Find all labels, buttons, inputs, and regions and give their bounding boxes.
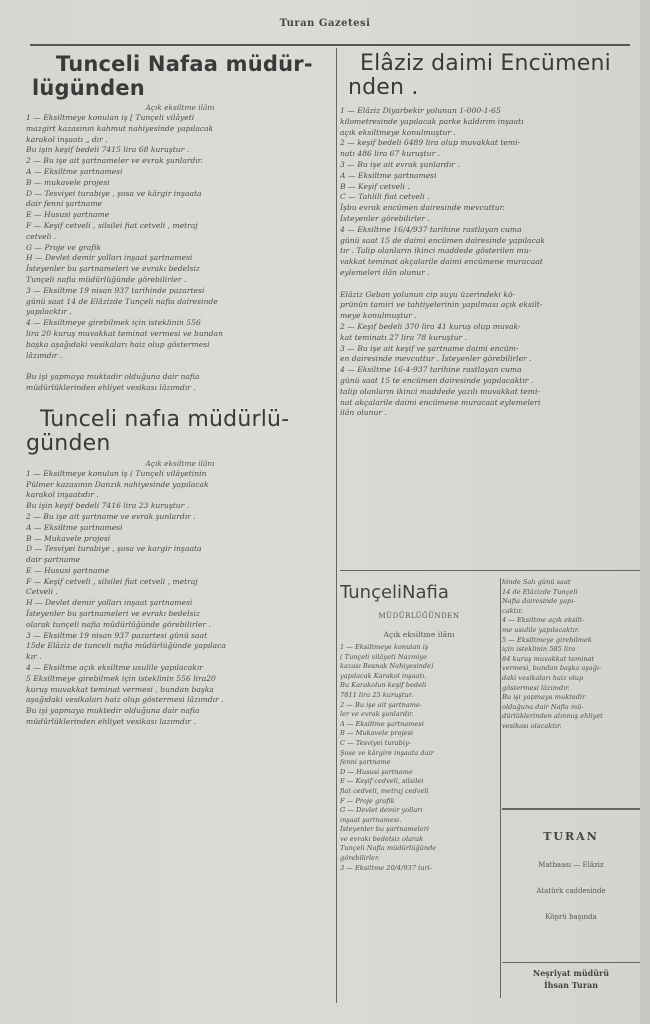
text-line: 84 kuruş muvakkat teminat <box>502 654 595 663</box>
text-line: cetveli . <box>26 231 57 241</box>
text-line: C — Tesviyei turabiy- <box>340 738 411 747</box>
text-line: lâzımdır . <box>26 350 63 360</box>
notice2-subhead: Açık eksiltme ilânı <box>145 458 215 468</box>
tunceli-nafia-subhead: Açık eksiltme ilânı <box>383 630 455 639</box>
text-line: Nafia dairesinde yapı- <box>502 597 576 606</box>
text-line: 3 — Eksiltme 19 nisan 937 pazartesi günü saat <box>26 630 208 640</box>
text-line: İsteyenler bu şartnameleri ve evrakı bedelsiz <box>26 609 200 619</box>
director-name: İhsan Turan <box>543 980 599 990</box>
text-line: 1 — Eksiltmeye konulan iş [ Tunçeli vilâyeti <box>26 113 195 122</box>
text-line: vermesi, bundan başka aşağı- <box>502 664 602 673</box>
text-line: Tunçeli nafia müdürlüğünde görebilirler . <box>26 274 187 284</box>
text-line: 15de Elâziz de tunceli nafia müdürlüğünde yapılaca <box>26 641 226 651</box>
text-line: dair fenni şartname <box>26 199 103 209</box>
text-line: D — Tesviyei turabiye , şosa ve kârgir inşaata <box>26 188 202 198</box>
text-line: vesikası olacaktır. <box>502 721 562 730</box>
text-line: karakol inşaatı „ dır . <box>26 134 108 144</box>
text-line: Cetveli . <box>26 587 58 597</box>
text-line <box>340 279 638 290</box>
text-line: nat akçalarile daimi encümene muracaat eylemeleri <box>340 397 541 407</box>
text-line: eylemeleri ilân olunur . <box>340 267 430 277</box>
text-line: dürlüklerinden alınmış ehliyet <box>502 712 603 721</box>
text-line: natı 486 lira 67 kuruştur . <box>340 149 441 159</box>
text-line: dair şartname <box>26 555 81 565</box>
text-line: talip olanların ikinci maddede yazılı muvakkat temi- <box>340 386 540 396</box>
text-line: caktır. <box>502 606 523 615</box>
text-line: Tunçeli Nafia müdürlüğünde <box>340 844 437 853</box>
notice3-body <box>340 106 638 419</box>
text-line: Pülmer kazasının Danzık nahiyesinde yapılacak <box>26 479 209 489</box>
text-line: hinde Salı günü saat <box>502 578 571 586</box>
text-line: ilân olunur . <box>340 408 387 418</box>
text-line: 4 — Eksiltme 16-4-937 tarihine rastlayan cuma <box>340 365 522 375</box>
text-line: 1 — Eksiltmeye konulan iş <box>340 643 429 651</box>
text-line: 4 — Eksiltme açık eksiltme usulile yapılacakır <box>26 663 203 673</box>
text-line: açık eksiltmeye konulmuştur . <box>340 127 456 137</box>
right-column <box>340 52 638 572</box>
imprint-line2: Atatürk caddesinde <box>536 887 606 895</box>
text-line: görebilirler. <box>340 854 380 863</box>
text-line: fiat cedveli, metraj cedveli <box>340 786 429 795</box>
text-line: A — Eksiltme şartnamesi <box>26 522 123 532</box>
text-line: müdürlüklerinden ehliyet vesikası lazımdır . <box>26 717 196 727</box>
text-line: vakkat teminat akçalarile daimi encümene muracaat <box>340 257 543 267</box>
text-line: B — Keşif cetveli . <box>340 181 410 191</box>
text-line: Bu işin keşif bedeli 7416 lira 23 kuruştur . <box>26 501 190 511</box>
column-separator <box>336 48 337 1003</box>
text-line: kat teminatı 27 lira 78 kuruştur . <box>340 332 467 342</box>
text-line <box>26 361 334 372</box>
text-line: C — Tahlili fiat cetveli . <box>340 192 430 202</box>
text-line: ler ve evrak şunlardır. <box>340 710 414 719</box>
text-line: İşbu evrak encümen dairesinde mevcuttur. <box>340 203 505 213</box>
imprint-bottom-divider <box>502 962 640 963</box>
text-line: prünün tamiri ve tahtiyelerinin yapılması açık eksilt- <box>340 300 543 310</box>
text-line: meye konulmuştur . <box>340 311 417 321</box>
imprint-line3: Köprü başında <box>545 913 597 921</box>
text-line: 1 — Eksiltmeye konulan iş ( Tunçeli vilâyetinin <box>26 468 207 478</box>
text-line: 14 de Elâzizde Tunçeli <box>502 587 578 596</box>
text-line: kuruş muvakkat teminat vermesi , bundan başka <box>26 684 214 694</box>
text-line: D — Tesviyei turabiye , şosa ve kargir inşaata <box>26 544 202 554</box>
text-line: günü saat 14 de Elâzizde Tunçeli nafia dairesinde <box>26 296 218 306</box>
text-line: 4 — Eksiltme açık eksilt- <box>502 616 585 625</box>
tunceli-nafia-notice <box>340 578 498 1003</box>
text-line: G — Proje ve grafik <box>26 242 101 252</box>
tunceli-nafia-continued <box>502 578 640 798</box>
text-line: 2 — keşif bedeli 6489 lira olup muvakkat temi- <box>340 138 521 148</box>
text-line: İsteyenler görebilirler . <box>340 213 430 223</box>
text-line: 2 — Keşif bedeli 370 lira 41 kuruş olup muvak- <box>340 321 521 331</box>
text-line: lira 20 kuruş muvakkat teminat vermesi ve bundan <box>26 328 223 338</box>
text-line: 3 — Eksiltme 19 nisan 937 tarihinde pazartesi <box>26 285 205 295</box>
text-line: İsteyenler bu şartnameleri ve evrakı bedelsiz <box>26 264 200 274</box>
text-line: F — Keşif cetveli , silsilei fiat cetveli , metraj <box>26 576 198 586</box>
notice1-body <box>26 113 334 394</box>
text-line: 5 Eksiltmeye girebilmek için isteklinin 556 lira20 <box>26 673 216 683</box>
text-line: müdürlüklerinden ehliyet vesikası lâzımdır . <box>26 382 196 392</box>
text-line: A — Eksiltme şartnamesi <box>340 719 424 728</box>
text-line: 1 — Elâziz Diyarbekir yolunun 1-000-1-65 <box>340 106 501 115</box>
text-line: kilometresinde yapılacak parke kaldırım inşaatı <box>340 116 524 126</box>
text-line: 2 — Bu işe ait şartname- <box>340 700 423 709</box>
text-line: E — Hususi şartname <box>26 210 110 220</box>
text-line: göstermesi lâzımdır. <box>502 683 570 692</box>
text-line: B — mukavele projesi <box>26 177 110 187</box>
text-line: Bu Karakolun keşif bedeli <box>340 681 427 690</box>
text-line: yapılacak Karakol inşaatı. <box>340 671 427 680</box>
notice1-title-line1: Tunceli Nafaa müdür- <box>56 52 313 76</box>
text-line: 4 — Eksiltme 16/4/937 tarihine rastlayan cuma <box>340 224 522 234</box>
text-line: 3 — Bu işe ait evrak şunlardır . <box>340 159 460 169</box>
text-line: Bu işi yapmaya muktadir olduğuna dair nafia <box>26 372 200 382</box>
notice2-title-line2: günden <box>26 430 111 456</box>
text-line: F — Proje grafik <box>340 796 395 805</box>
text-line: günü saat 15 de daimi encümen dairesinde yapılacak <box>340 235 545 245</box>
notice2-title-line1: Tunceli nafıa müdürlü- <box>40 406 290 432</box>
continued-body <box>502 578 640 732</box>
text-line: için isteklinin 585 lira <box>502 645 576 654</box>
text-line: 3 — Bu işe ait keşif ve şartname daimi encüm- <box>340 343 519 353</box>
text-line: kır . <box>26 652 42 662</box>
text-line: 5 — Eksiltmeye girebilmek <box>502 635 592 644</box>
text-line: yapılacktır . <box>26 307 72 317</box>
tunceli-nafia-body <box>340 643 498 873</box>
text-line: olarak tunçeli nafia müdürlüğünde görebilirler . <box>26 619 211 629</box>
text-line: inşaat şartnamesi. <box>340 815 402 824</box>
text-line: tır . Talip olanların ikinci maddede gösterilen mu- <box>340 246 532 256</box>
text-line: aşağıdaki vesikaları haiz olup göstermesi lâzımdır . <box>26 695 224 705</box>
right-divider <box>340 570 640 571</box>
text-line: 3 — Eksiltme 20/4/937 tari- <box>340 863 433 872</box>
tunceli-nafia-title: TunçeliNafia <box>340 582 449 603</box>
text-line: 4 — Eksiltmeye girebilmek için isteklinin 556 <box>26 318 201 328</box>
publisher-block <box>502 968 640 990</box>
text-line: Şose ve kârgire inşaata dair <box>340 748 434 757</box>
notice1-title-line2: lügünden <box>32 76 145 100</box>
text-line: Bu işi yapmaya muktedir olduğuna dair nafia <box>26 706 200 716</box>
text-line: B — Mukavele projesi <box>340 729 414 738</box>
notice1-subhead: Açık eksiltme ilânı <box>145 103 215 112</box>
imprint-title: TURAN <box>543 830 599 843</box>
top-rule <box>30 44 630 46</box>
text-line: E — Keşif cedveli, silsilei <box>340 777 424 786</box>
notice2-body <box>26 469 334 728</box>
text-line: İsteyenler bu şartnameleri <box>340 825 429 834</box>
tunceli-nafia-subtitle: MÜDÜRLÜĞÜNDEN <box>378 612 460 620</box>
text-line: H — Devlet demir yolları inşaat şartnamesi <box>26 598 193 608</box>
text-line: 7811 lira 25 kuruştur. <box>340 690 414 699</box>
text-line: Bu işin keşif bedeli 7415 lira 68 kuruştur . <box>26 145 190 155</box>
text-line: ve evrakı bedelsiz olarak <box>340 834 424 843</box>
notice3-title-line2: nden . <box>348 75 419 100</box>
text-line: me usulile yapılacaktır. <box>502 625 580 634</box>
notice3-title-line1: Elâziz daimi Encümeni <box>360 52 611 76</box>
masthead: Turan Gazetesi <box>279 18 371 29</box>
text-line: başka aşağıdaki vesikaları haiz olup göstermesi <box>26 339 210 349</box>
text-line: 2 — Bu işe ait şartname ve evrak şunlardır . <box>26 511 196 521</box>
text-line: Elâziz Geban yolunun cip suyu üzerindeki kö- <box>340 289 516 299</box>
director-label: Neşriyat müdürü <box>532 968 610 978</box>
small-col-divider <box>500 578 501 998</box>
text-line: E — Hususi şartname <box>26 565 110 575</box>
text-line: ( Tunçeli vilâyeti Nazmiye <box>340 652 427 661</box>
text-line: karakol inşaatıdır . <box>26 490 99 500</box>
text-line: günü saat 15 te encümen dairesinde yapılacaktır . <box>340 375 534 385</box>
text-line: G — Devlet demir yolları <box>340 806 423 815</box>
text-line: F — Keşif cetveli , silsilei fiat cetveli , metraj <box>26 220 198 230</box>
text-line: B — Mukavele projesi <box>26 533 111 543</box>
text-line: D — Hususi şartname <box>340 767 413 776</box>
text-line: A — Eksiltme şartnamesi <box>340 170 437 180</box>
page-edge <box>640 0 650 1024</box>
left-column <box>26 52 334 1002</box>
text-line: mazgirt kazasının kahmut nahiyesinde yapılacak <box>26 123 214 133</box>
text-line: en dairesinde mevcuttur . İsteyenler görebilirler . <box>340 354 532 364</box>
text-line: olduğuna dair Nafia mü- <box>502 702 584 711</box>
text-line: daki vesikaları haiz olup <box>502 673 584 682</box>
text-line: A — Eksiltme şartnamesi <box>26 166 123 176</box>
text-line: Bu işi yapmaya muktedir <box>502 693 586 702</box>
imprint-line1: Matbaası — Elâziz <box>538 861 604 869</box>
text-line: 2 — Bu işe ait şartnameler ve evrak şunlardır. <box>26 156 203 166</box>
text-line: H — Devlet demir yolları inşaat şartnamesi <box>26 253 193 263</box>
text-line: kazası Bosnak Nahiyesinde) <box>340 662 434 671</box>
text-line: fenni şartname <box>340 758 391 767</box>
